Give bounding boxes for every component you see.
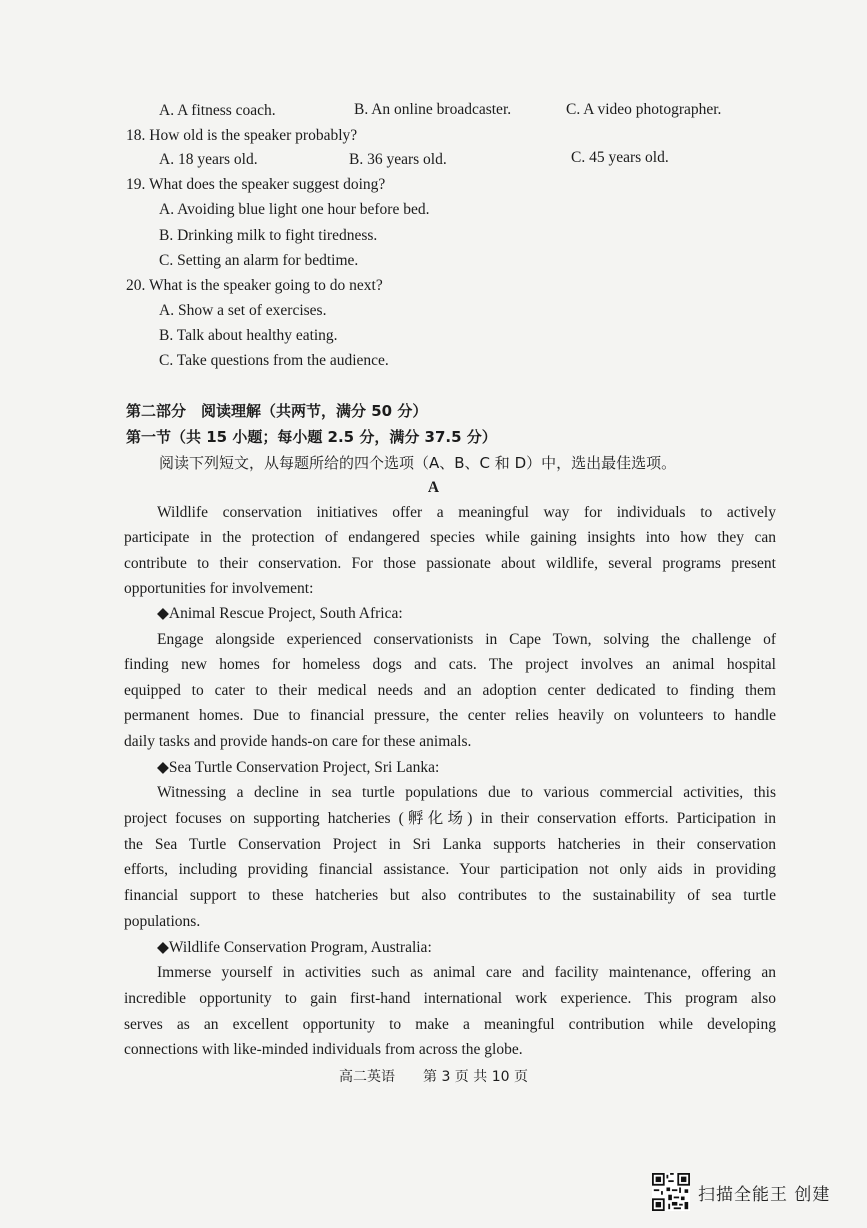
q19-option-c: C. Setting an alarm for bedtime.	[159, 252, 359, 269]
qr-code-icon	[652, 1173, 690, 1211]
program1-title: ◆Animal Rescue Project, South Africa:	[157, 605, 403, 622]
program2-title: ◆Sea Turtle Conservation Project, Sri Lanka:	[157, 759, 440, 776]
program3-line-2: incredible opportunity to gain first-hand international work experience. This program also	[124, 990, 776, 1007]
q20-question: 20. What is the speaker going to do next?	[126, 277, 383, 294]
part2-heading: 第二部分 阅读理解（共两节，满分 50 分）	[126, 402, 428, 420]
section1-heading: 第一节（共 15 小题；每小题 2.5 分，满分 37.5 分）	[126, 428, 497, 446]
intro-line-2: participate in the protection of endangered species while gaining insights into how they can	[124, 529, 776, 546]
q19-option-b: B. Drinking milk to fight tiredness.	[159, 227, 378, 244]
program2-line-2: project focuses on supporting hatcheries (孵化场) in their conservation efforts. Participation in	[124, 810, 776, 827]
page-footer: 高二英语 第 3 页 共 10 页	[339, 1069, 528, 1085]
q20-option-a: A. Show a set of exercises.	[159, 302, 327, 319]
passage-label: A	[427, 479, 440, 496]
intro-line-1: Wildlife conservation initiatives offer a meaningful way for individuals to actively	[157, 504, 776, 521]
program2-line-4: efforts, including providing financial assistance. Your participation not only aids in providing	[124, 861, 776, 878]
program3-title: ◆Wildlife Conservation Program, Australia:	[157, 939, 432, 956]
intro-line-3: contribute to their conservation. For those passionate about wildlife, several programs present	[124, 555, 776, 572]
program3-line-1: Immerse yourself in activities such as animal care and facility maintenance, offering an	[157, 964, 776, 981]
q19-option-a: A. Avoiding blue light one hour before bed.	[159, 201, 430, 218]
intro-line-4: opportunities for involvement:	[124, 580, 314, 597]
q17-option-a: A. A fitness coach.	[159, 102, 276, 119]
q18-option-a: A. 18 years old.	[159, 151, 258, 168]
program1-line-3: equipped to cater to their medical needs and an adoption center dedicated to finding them	[124, 682, 776, 699]
scanner-watermark	[652, 1170, 830, 1214]
q20-option-b: B. Talk about healthy eating.	[159, 327, 338, 344]
program1-line-2: finding new homes for homeless dogs and cats. The project involves an animal hospital	[124, 656, 776, 673]
program1-line-1: Engage alongside experienced conservationists in Cape Town, solving the challenge of	[157, 631, 776, 648]
q17-option-b: B. An online broadcaster.	[354, 101, 512, 118]
program3-line-4: connections with like-minded individuals from across the globe.	[124, 1041, 523, 1058]
watermark-text: 扫描全能王 创建	[698, 1184, 831, 1205]
program3-line-3: serves as an excellent opportunity to make a meaningful contribution while developing	[124, 1016, 776, 1033]
program2-line-5: financial support to these hatcheries but also contributes to the sustainability of sea turtle	[124, 887, 776, 904]
program1-line-5: daily tasks and provide hands-on care for these animals.	[124, 733, 472, 750]
program1-line-4: permanent homes. Due to financial pressure, the center relies heavily on volunteers to handle	[124, 707, 776, 724]
q18-option-c: C. 45 years old.	[571, 149, 669, 166]
reading-instruction: 阅读下列短文，从每题所给的四个选项（A、B、C 和 D）中，选出最佳选项。	[159, 454, 677, 472]
program2-line-6: populations.	[124, 913, 201, 930]
q17-option-c: C. A video photographer.	[566, 101, 722, 118]
program2-line-1: Witnessing a decline in sea turtle populations due to various commercial activities, this	[157, 784, 776, 801]
q18-option-b: B. 36 years old.	[349, 151, 447, 168]
q19-question: 19. What does the speaker suggest doing?	[126, 176, 386, 193]
q20-option-c: C. Take questions from the audience.	[159, 352, 389, 369]
program2-line-3: the Sea Turtle Conservation Project in Sri Lanka supports hatcheries in their conservation	[124, 836, 776, 853]
q18-question: 18. How old is the speaker probably?	[126, 127, 358, 144]
